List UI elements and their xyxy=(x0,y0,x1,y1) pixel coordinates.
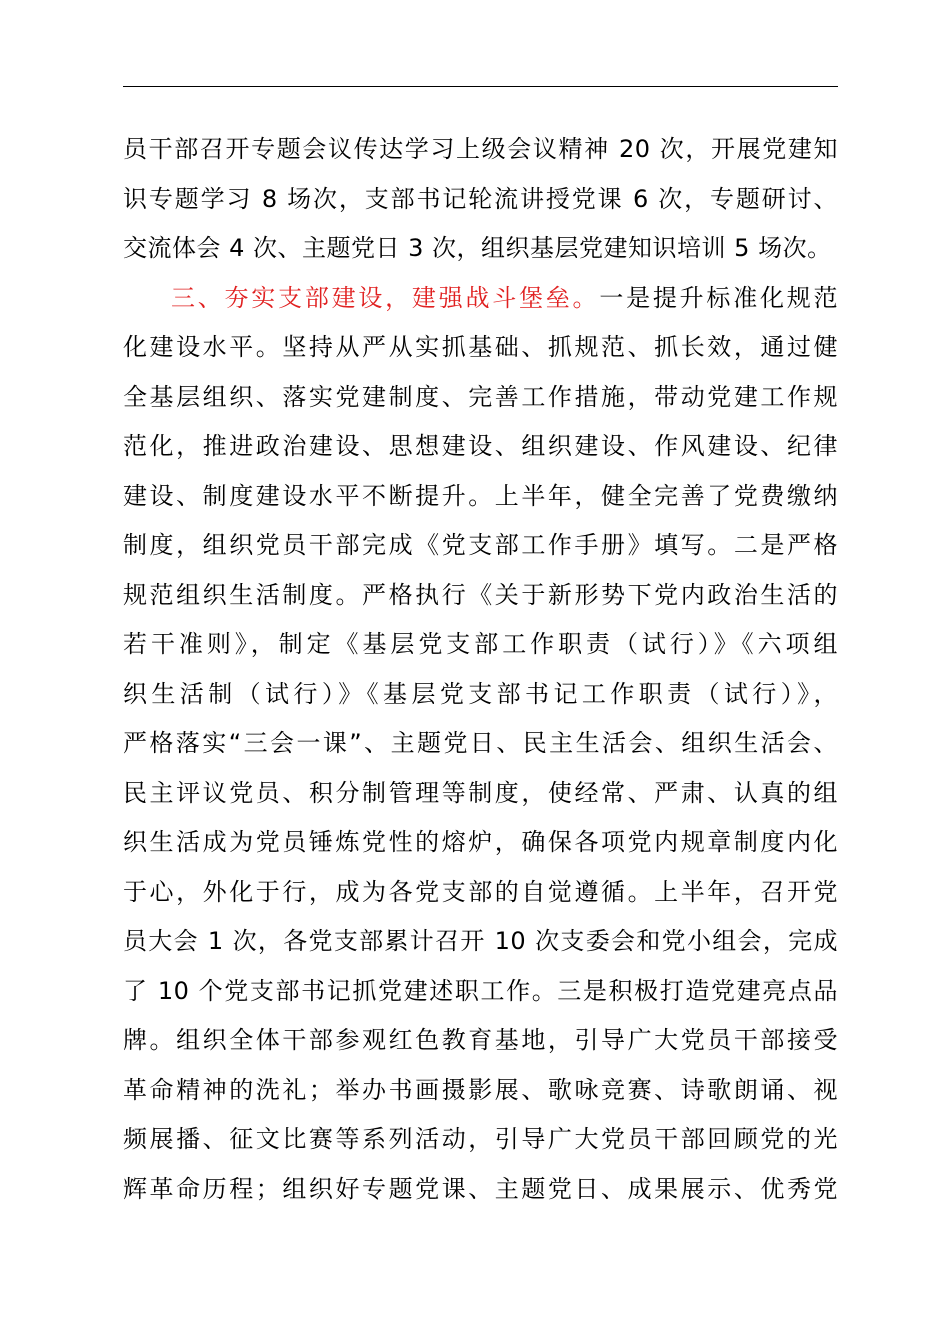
paragraph-line: 织生活制（试行）》《基层党支部书记工作职责（试行）》， xyxy=(123,679,838,708)
paragraph-line: 交流体会 4 次、主题党日 3 次，组织基层党建知识培训 5 场次。 xyxy=(123,234,832,262)
paragraph-line: 牌。组织全体干部参观红色教育基地，引导广大党员干部接受 xyxy=(123,1026,838,1054)
paragraph-line: 制度，组织党员干部完成《党支部工作手册》填写。二是严格 xyxy=(123,531,838,559)
paragraph-line: 民主评议党员、积分制管理等制度，使经常、严肃、认真的组 xyxy=(123,778,838,807)
paragraph-line: 全基层组织、落实党建制度、完善工作措施，带动党建工作规 xyxy=(123,382,838,411)
section-heading-line xyxy=(123,274,838,324)
paragraph-line: 辉革命历程；组织好专题党课、主题党日、成果展示、优秀党 xyxy=(123,1174,838,1203)
paragraph-line: 于心，外化于行，成为各党支部的自觉遵循。上半年，召开党 xyxy=(123,877,838,906)
body-text xyxy=(123,125,838,1214)
paragraph-line: 严格落实“三会一课”、主题党日、民主生活会、组织生活会、 xyxy=(123,729,838,757)
paragraph-line: 建设、制度建设水平不断提升。上半年，健全完善了党费缴纳 xyxy=(123,481,838,510)
paragraph-line: 范化，推进政治建设、思想建设、组织建设、作风建设、纪律 xyxy=(123,432,838,460)
paragraph-line: 革命精神的洗礼；举办书画摄影展、歌咏竞赛、诗歌朗诵、视 xyxy=(123,1075,838,1104)
paragraph-line: 识专题学习 8 场次，支部书记轮流讲授党课 6 次，专题研讨、 xyxy=(123,184,838,213)
paragraph-line: 若干准则》，制定《基层党支部工作职责（试行）》《六项组 xyxy=(123,630,838,658)
header-rule xyxy=(123,86,838,87)
section-heading: 三、夯实支部建设，建强战斗堡垒。 xyxy=(171,283,600,312)
paragraph-line: 化建设水平。坚持从严从实抓基础、抓规范、抓长效，通过健 xyxy=(123,333,838,361)
paragraph-line: 员干部召开专题会议传达学习上级会议精神 20 次，开展党建知 xyxy=(123,135,838,163)
paragraph-line: 规范组织生活制度。严格执行《关于新形势下党内政治生活的 xyxy=(123,580,838,609)
paragraph-line: 员大会 1 次，各党支部累计召开 10 次支委会和党小组会，完成 xyxy=(123,927,838,955)
paragraph-line: 织生活成为党员锤炼党性的熔炉，确保各项党内规章制度内化 xyxy=(123,828,838,856)
paragraph-line: 了 10 个党支部书记抓党建述职工作。三是积极打造党建亮点品 xyxy=(123,976,838,1005)
section-heading-rest: 一是提升标准化规范 xyxy=(599,283,839,312)
paragraph-line: 频展播、征文比赛等系列活动，引导广大党员干部回顾党的光 xyxy=(123,1125,838,1153)
